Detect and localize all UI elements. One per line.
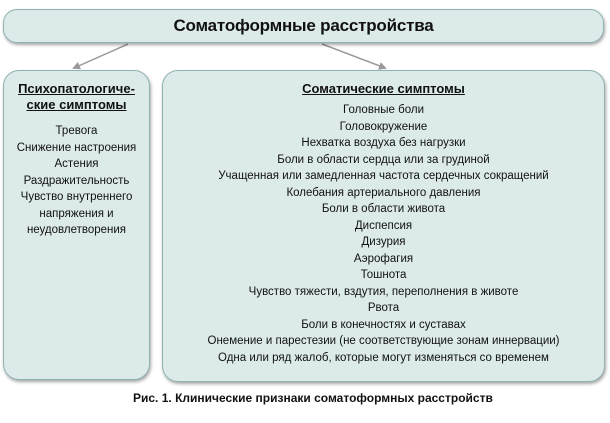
list-item: Боли в конечностях и суставах (301, 318, 466, 331)
list-item: Учащенная или замедленная частота сердечных сокращений (218, 170, 549, 182)
list-item: Тревога (55, 125, 98, 137)
diagram-title-box (3, 9, 604, 43)
list-item: Нехватка воздуха без нагрузки (301, 137, 466, 149)
list-item: Тошнота (360, 269, 407, 281)
list-item: неудовлетворения (26, 224, 127, 236)
somatic-symptoms-box (162, 70, 605, 382)
heading-line-2: ские симптомы (26, 97, 127, 112)
list-item: Головокружение (339, 120, 428, 133)
list-item: Дизурия (361, 236, 406, 248)
list-item: Чувство внутреннего (20, 191, 133, 203)
list-item: Одна или ряд жалоб, которые могут изменяться со временем (218, 351, 549, 364)
list-item: Рвота (367, 302, 400, 314)
list-item: Диспепсия (354, 219, 413, 232)
list-item: напряжения и (39, 207, 114, 220)
psychopathological-heading (4, 81, 149, 113)
list-item: Колебания артериального давления (286, 186, 481, 199)
somatic-list (163, 102, 604, 366)
list-item: Аэрофагия (353, 252, 414, 265)
figure-caption: Рис. 1. Клинические признаки соматоформных расстройств (133, 391, 493, 405)
diagram-title: Соматоформные расстройства (173, 16, 434, 35)
list-item: Астения (54, 158, 99, 170)
list-item: Снижение настроения (16, 141, 137, 154)
arrow-to-psychopathological (74, 44, 128, 68)
list-item: Боли в области сердца или за грудиной (277, 153, 490, 166)
psychopathological-list (4, 123, 149, 239)
list-item: Головные боли (342, 104, 425, 116)
list-item: Чувство тяжести, вздутия, переполнения в животе (248, 285, 519, 298)
list-item: Онемение и парестезии (не соответствующие зонам иннервации) (207, 335, 560, 347)
heading-line-1: Психопатологиче- (18, 81, 135, 96)
list-item: Боли в области живота (321, 203, 446, 215)
list-item: Раздражительность (23, 174, 130, 187)
arrow-to-somatic (322, 44, 385, 68)
somatic-heading: Соматические симптомы (302, 81, 465, 96)
psychopathological-symptoms-box (3, 70, 150, 380)
